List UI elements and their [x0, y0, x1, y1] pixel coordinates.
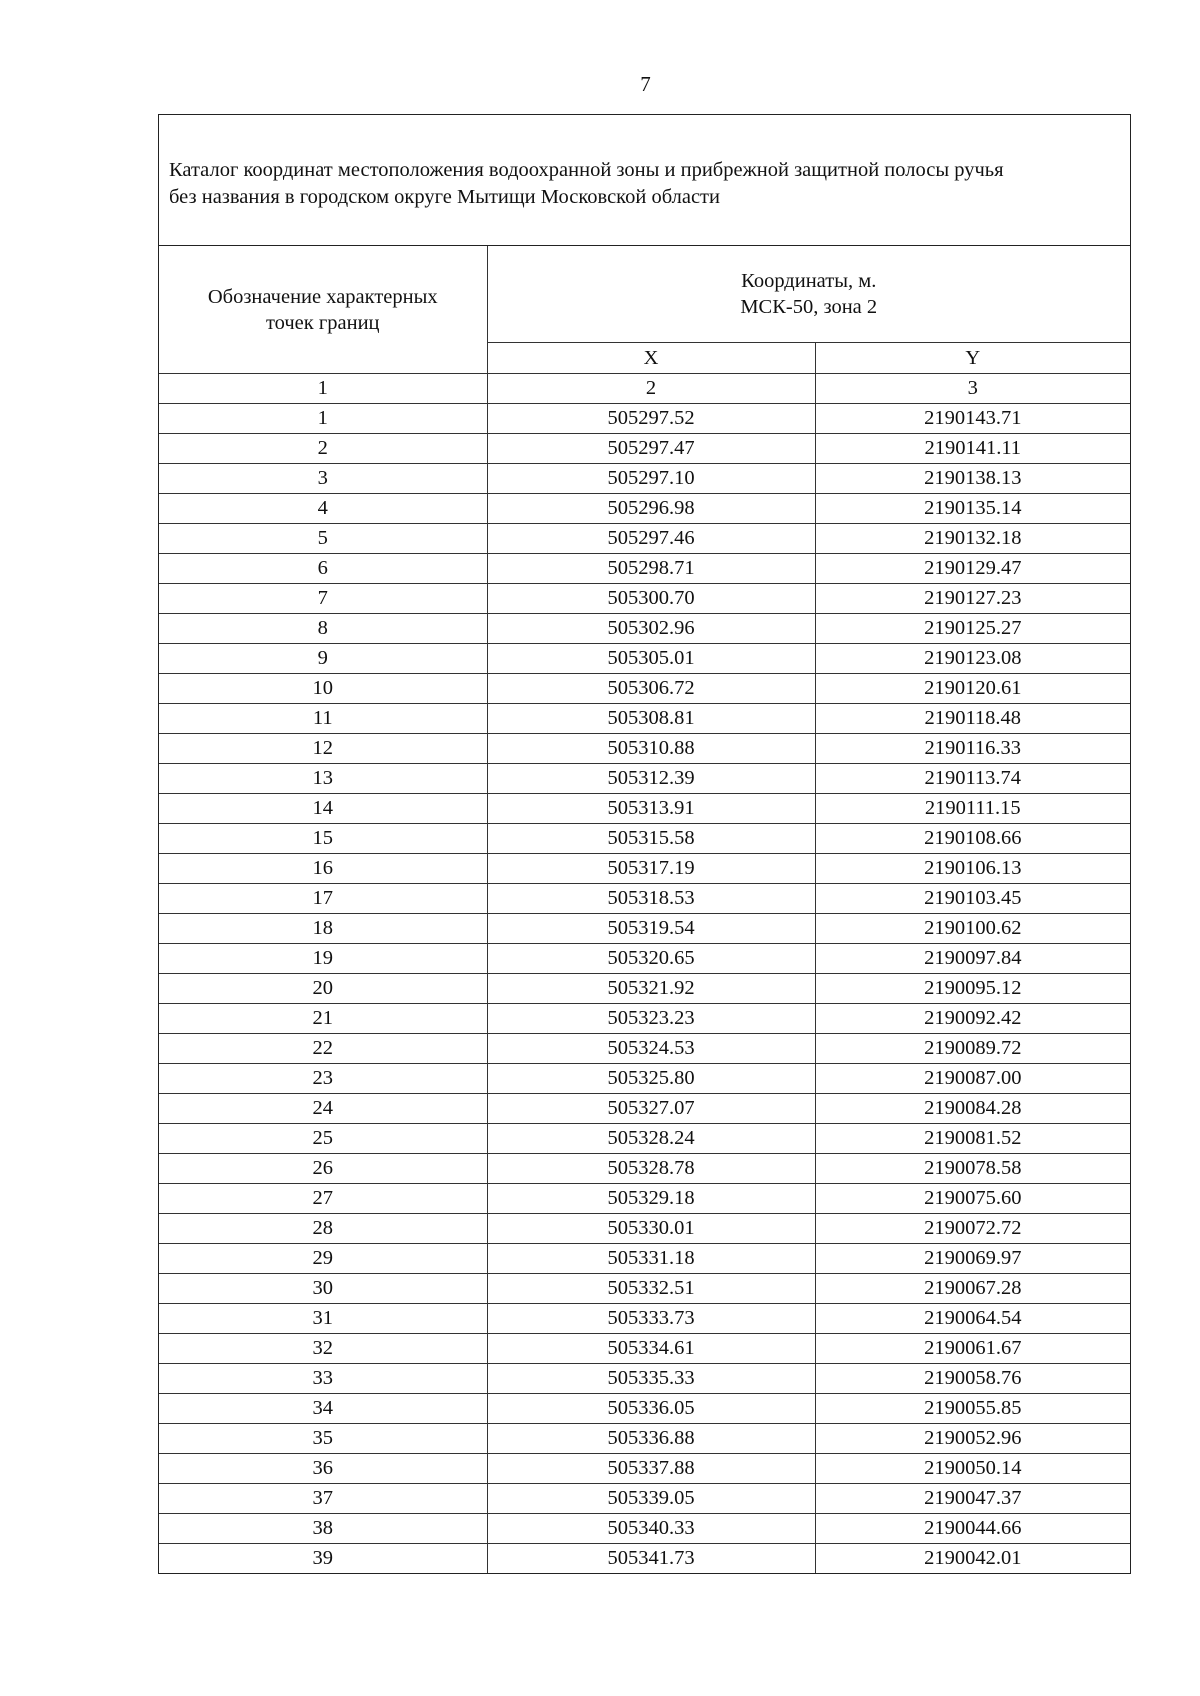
header-coordinates	[487, 246, 1130, 343]
header-point-designation	[159, 246, 487, 374]
x-coordinate-cell: 505297.10	[487, 464, 815, 494]
y-coordinate-cell: 2190129.47	[815, 554, 1130, 584]
y-coordinate-cell: 2190135.14	[815, 494, 1130, 524]
header-y: Y	[815, 343, 1130, 374]
x-coordinate-cell: 505298.71	[487, 554, 815, 584]
y-coordinate-cell: 2190047.37	[815, 1484, 1130, 1514]
x-coordinate-cell: 505313.91	[487, 794, 815, 824]
table-row	[159, 1394, 1130, 1424]
point-number-cell: 6	[159, 554, 487, 584]
y-coordinate-cell: 2190120.61	[815, 674, 1130, 704]
point-number-cell: 21	[159, 1004, 487, 1034]
x-coordinate-cell: 505324.53	[487, 1034, 815, 1064]
point-number-cell: 4	[159, 494, 487, 524]
y-coordinate-cell: 2190125.27	[815, 614, 1130, 644]
y-coordinate-cell: 2190113.74	[815, 764, 1130, 794]
y-coordinate-cell: 2190100.62	[815, 914, 1130, 944]
x-coordinate-cell: 505296.98	[487, 494, 815, 524]
y-coordinate-cell: 2190055.85	[815, 1394, 1130, 1424]
y-coordinate-cell: 2190067.28	[815, 1274, 1130, 1304]
y-coordinate-cell: 2190141.11	[815, 434, 1130, 464]
point-number-cell: 16	[159, 854, 487, 884]
table-row	[159, 734, 1130, 764]
table-row	[159, 854, 1130, 884]
x-coordinate-cell: 505300.70	[487, 584, 815, 614]
table-row	[159, 1034, 1130, 1064]
point-number-cell: 14	[159, 794, 487, 824]
x-coordinate-cell: 505327.07	[487, 1094, 815, 1124]
table-row	[159, 1334, 1130, 1364]
header-column-number-3: 3	[815, 374, 1130, 404]
point-number-cell: 27	[159, 1184, 487, 1214]
point-number-cell: 25	[159, 1124, 487, 1154]
table-row	[159, 704, 1130, 734]
point-number-cell: 9	[159, 644, 487, 674]
table-row	[159, 524, 1130, 554]
x-coordinate-cell: 505310.88	[487, 734, 815, 764]
table-row	[159, 974, 1130, 1004]
x-coordinate-cell: 505336.88	[487, 1424, 815, 1454]
table-row	[159, 584, 1130, 614]
catalog-title-line-2: без названия в городском округе Мытищи Московской области	[169, 186, 720, 208]
x-coordinate-cell: 505297.47	[487, 434, 815, 464]
point-number-cell: 19	[159, 944, 487, 974]
x-coordinate-cell: 505321.92	[487, 974, 815, 1004]
y-coordinate-cell: 2190103.45	[815, 884, 1130, 914]
table-row	[159, 494, 1130, 524]
y-coordinate-cell: 2190064.54	[815, 1304, 1130, 1334]
y-coordinate-cell: 2190123.08	[815, 644, 1130, 674]
table-row	[159, 1304, 1130, 1334]
y-coordinate-cell: 2190042.01	[815, 1544, 1130, 1574]
point-number-cell: 12	[159, 734, 487, 764]
table-row	[159, 404, 1130, 434]
point-number-cell: 1	[159, 404, 487, 434]
y-coordinate-cell: 2190078.58	[815, 1154, 1130, 1184]
x-coordinate-cell: 505340.33	[487, 1514, 815, 1544]
table-row	[159, 1514, 1130, 1544]
header-coordinates-line-2: МСК-50, зона 2	[740, 296, 878, 318]
table-row	[159, 884, 1130, 914]
x-coordinate-cell: 505323.23	[487, 1004, 815, 1034]
y-coordinate-cell: 2190044.66	[815, 1514, 1130, 1544]
table-row	[159, 1364, 1130, 1394]
y-coordinate-cell: 2190052.96	[815, 1424, 1130, 1454]
table-row	[159, 824, 1130, 854]
y-coordinate-cell: 2190116.33	[815, 734, 1130, 764]
point-number-cell: 35	[159, 1424, 487, 1454]
x-coordinate-cell: 505308.81	[487, 704, 815, 734]
point-number-cell: 17	[159, 884, 487, 914]
point-number-cell: 28	[159, 1214, 487, 1244]
header-coordinates-line-1: Координаты, м.	[741, 270, 877, 292]
x-coordinate-cell: 505297.46	[487, 524, 815, 554]
y-coordinate-cell: 2190087.00	[815, 1064, 1130, 1094]
y-coordinate-cell: 2190127.23	[815, 584, 1130, 614]
y-coordinate-cell: 2190084.28	[815, 1094, 1130, 1124]
x-coordinate-cell: 505297.52	[487, 404, 815, 434]
point-number-cell: 39	[159, 1544, 487, 1574]
x-coordinate-cell: 505330.01	[487, 1214, 815, 1244]
point-number-cell: 36	[159, 1454, 487, 1484]
table-row	[159, 944, 1130, 974]
y-coordinate-cell: 2190097.84	[815, 944, 1130, 974]
table-row	[159, 1124, 1130, 1154]
table-row	[159, 1184, 1130, 1214]
point-number-cell: 38	[159, 1514, 487, 1544]
table-row	[159, 764, 1130, 794]
table-row	[159, 1424, 1130, 1454]
point-number-cell: 13	[159, 764, 487, 794]
catalog-title-line-1: Каталог координат местоположения водоохранной зоны и прибрежной защитной полосы ручья	[169, 159, 1004, 181]
point-number-cell: 22	[159, 1034, 487, 1064]
point-number-cell: 34	[159, 1394, 487, 1424]
y-coordinate-cell: 2190075.60	[815, 1184, 1130, 1214]
x-coordinate-cell: 505306.72	[487, 674, 815, 704]
x-coordinate-cell: 505312.39	[487, 764, 815, 794]
table-row	[159, 1094, 1130, 1124]
x-coordinate-cell: 505317.19	[487, 854, 815, 884]
table-row	[159, 1484, 1130, 1514]
y-coordinate-cell: 2190111.15	[815, 794, 1130, 824]
table-row	[159, 554, 1130, 584]
y-coordinate-cell: 2190072.72	[815, 1214, 1130, 1244]
point-number-cell: 33	[159, 1364, 487, 1394]
table-row	[159, 1154, 1130, 1184]
table-row	[159, 914, 1130, 944]
page-number: 7	[640, 72, 651, 96]
x-coordinate-cell: 505331.18	[487, 1244, 815, 1274]
x-coordinate-cell: 505333.73	[487, 1304, 815, 1334]
table-row	[159, 1544, 1130, 1574]
y-coordinate-cell: 2190132.18	[815, 524, 1130, 554]
x-coordinate-cell: 505339.05	[487, 1484, 815, 1514]
point-number-cell: 8	[159, 614, 487, 644]
table-row	[159, 674, 1130, 704]
y-coordinate-cell: 2190092.42	[815, 1004, 1130, 1034]
coordinate-catalog	[158, 114, 1131, 1574]
header-column-number-2: 2	[487, 374, 815, 404]
point-number-cell: 10	[159, 674, 487, 704]
point-number-cell: 18	[159, 914, 487, 944]
point-number-cell: 2	[159, 434, 487, 464]
x-coordinate-cell: 505318.53	[487, 884, 815, 914]
table-row	[159, 1004, 1130, 1034]
table-row	[159, 434, 1130, 464]
y-coordinate-cell: 2190138.13	[815, 464, 1130, 494]
table-row	[159, 464, 1130, 494]
y-coordinate-cell: 2190118.48	[815, 704, 1130, 734]
x-coordinate-cell: 505337.88	[487, 1454, 815, 1484]
x-coordinate-cell: 505341.73	[487, 1544, 815, 1574]
x-coordinate-cell: 505320.65	[487, 944, 815, 974]
table-row	[159, 644, 1130, 674]
header-point-designation-line-2: точек границ	[265, 311, 380, 334]
table-row	[159, 1214, 1130, 1244]
y-coordinate-cell: 2190061.67	[815, 1334, 1130, 1364]
x-coordinate-cell: 505305.01	[487, 644, 815, 674]
table-row	[159, 614, 1130, 644]
header-column-number-1: 1	[159, 374, 487, 404]
point-number-cell: 30	[159, 1274, 487, 1304]
y-coordinate-cell: 2190050.14	[815, 1454, 1130, 1484]
point-number-cell: 29	[159, 1244, 487, 1274]
y-coordinate-cell: 2190143.71	[815, 404, 1130, 434]
y-coordinate-cell: 2190058.76	[815, 1364, 1130, 1394]
point-number-cell: 5	[159, 524, 487, 554]
y-coordinate-cell: 2190089.72	[815, 1034, 1130, 1064]
point-number-cell: 26	[159, 1154, 487, 1184]
table-row	[159, 1244, 1130, 1274]
y-coordinate-cell: 2190069.97	[815, 1244, 1130, 1274]
header-point-designation-line-1: Обозначение характерных	[207, 285, 438, 308]
point-number-cell: 20	[159, 974, 487, 1004]
coordinates-table-body	[159, 404, 1130, 1574]
x-coordinate-cell: 505315.58	[487, 824, 815, 854]
header-x: X	[487, 343, 815, 374]
x-coordinate-cell: 505336.05	[487, 1394, 815, 1424]
point-number-cell: 31	[159, 1304, 487, 1334]
y-coordinate-cell: 2190106.13	[815, 854, 1130, 884]
x-coordinate-cell: 505332.51	[487, 1274, 815, 1304]
x-coordinate-cell: 505325.80	[487, 1064, 815, 1094]
point-number-cell: 11	[159, 704, 487, 734]
point-number-cell: 15	[159, 824, 487, 854]
catalog-title	[159, 115, 1130, 246]
x-coordinate-cell: 505334.61	[487, 1334, 815, 1364]
point-number-cell: 37	[159, 1484, 487, 1514]
coordinates-table	[159, 246, 1130, 1573]
table-row	[159, 1064, 1130, 1094]
y-coordinate-cell: 2190108.66	[815, 824, 1130, 854]
x-coordinate-cell: 505329.18	[487, 1184, 815, 1214]
point-number-cell: 24	[159, 1094, 487, 1124]
point-number-cell: 7	[159, 584, 487, 614]
point-number-cell: 32	[159, 1334, 487, 1364]
x-coordinate-cell: 505302.96	[487, 614, 815, 644]
table-row	[159, 1274, 1130, 1304]
y-coordinate-cell: 2190081.52	[815, 1124, 1130, 1154]
x-coordinate-cell: 505328.78	[487, 1154, 815, 1184]
x-coordinate-cell: 505328.24	[487, 1124, 815, 1154]
point-number-cell: 3	[159, 464, 487, 494]
x-coordinate-cell: 505335.33	[487, 1364, 815, 1394]
table-row	[159, 1454, 1130, 1484]
x-coordinate-cell: 505319.54	[487, 914, 815, 944]
y-coordinate-cell: 2190095.12	[815, 974, 1130, 1004]
table-row	[159, 794, 1130, 824]
point-number-cell: 23	[159, 1064, 487, 1094]
